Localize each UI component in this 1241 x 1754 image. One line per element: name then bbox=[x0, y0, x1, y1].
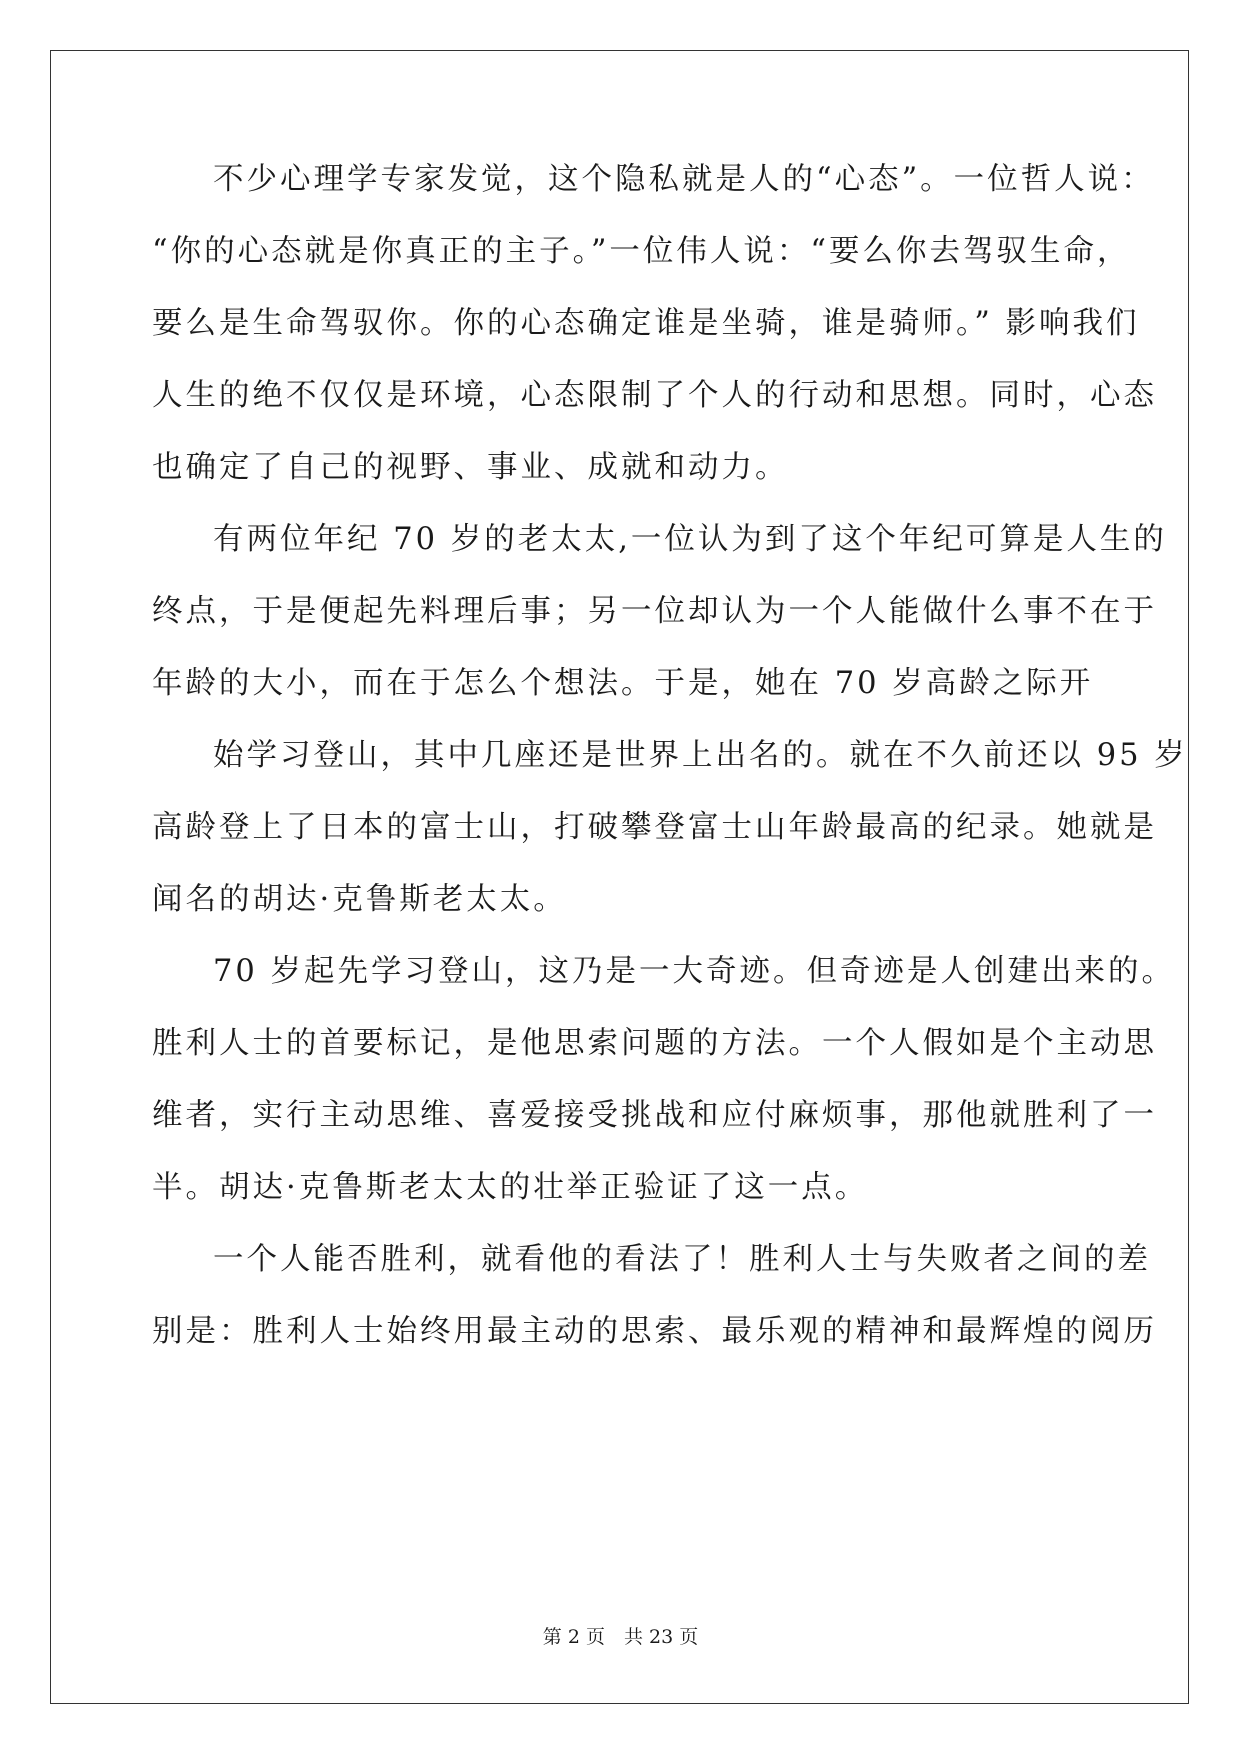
text-line: 高龄登上了日本的富士山，打破攀登富士山年龄最高的纪录。她就是 bbox=[152, 810, 1157, 845]
text-line: 别是：胜利人士始终用最主动的思索、最乐观的精神和最辉煌的阅历 bbox=[152, 1314, 1157, 1349]
text-line: 不少心理学专家发觉，这个隐私就是人的“心态”。一位哲人说： bbox=[213, 162, 1155, 197]
text-line: 胜利人士的首要标记，是他思索问题的方法。一个人假如是个主动思 bbox=[152, 1026, 1157, 1061]
page-border bbox=[50, 50, 1189, 1704]
text-line: 终点，于是便起先料理后事；另一位却认为一个人能做什么事不在于 bbox=[152, 594, 1157, 629]
text-line: 一个人能否胜利，就看他的看法了！胜利人士与失败者之间的差 bbox=[213, 1242, 1151, 1277]
text-line: 闻名的胡达·克鲁斯老太太。 bbox=[152, 882, 567, 917]
text-line: 人生的绝不仅仅是环境，心态限制了个人的行动和思想。同时，心态 bbox=[152, 378, 1157, 413]
text-line: 始学习登山，其中几座还是世界上出名的。就在不久前还以 95 岁 bbox=[213, 738, 1188, 773]
text-line: 也确定了自己的视野、事业、成就和动力。 bbox=[152, 450, 789, 485]
text-line: 70 岁起先学习登山，这乃是一大奇迹。但奇迹是人创建出来的。 bbox=[213, 954, 1176, 989]
text-line: “你的心态就是你真正的主子。”一位伟人说：“要么你去驾驭生命， bbox=[152, 234, 1131, 269]
text-line: 年龄的大小，而在于怎么个想法。于是，她在 70 岁高龄之际开 bbox=[152, 666, 1094, 701]
text-line: 要么是生命驾驭你。你的心态确定谁是坐骑，谁是骑师。” 影响我们 bbox=[152, 306, 1140, 341]
text-line: 有两位年纪 70 岁的老太太,一位认为到了这个年纪可算是人生的 bbox=[213, 522, 1167, 557]
text-line: 半。胡达·克鲁斯老太太的壮举正验证了这一点。 bbox=[152, 1170, 869, 1205]
text-line: 维者，实行主动思维、喜爱接受挑战和应付麻烦事，那他就胜利了一 bbox=[152, 1098, 1157, 1133]
page-number-footer: 第 2 页 共 23 页 bbox=[542, 1626, 699, 1648]
